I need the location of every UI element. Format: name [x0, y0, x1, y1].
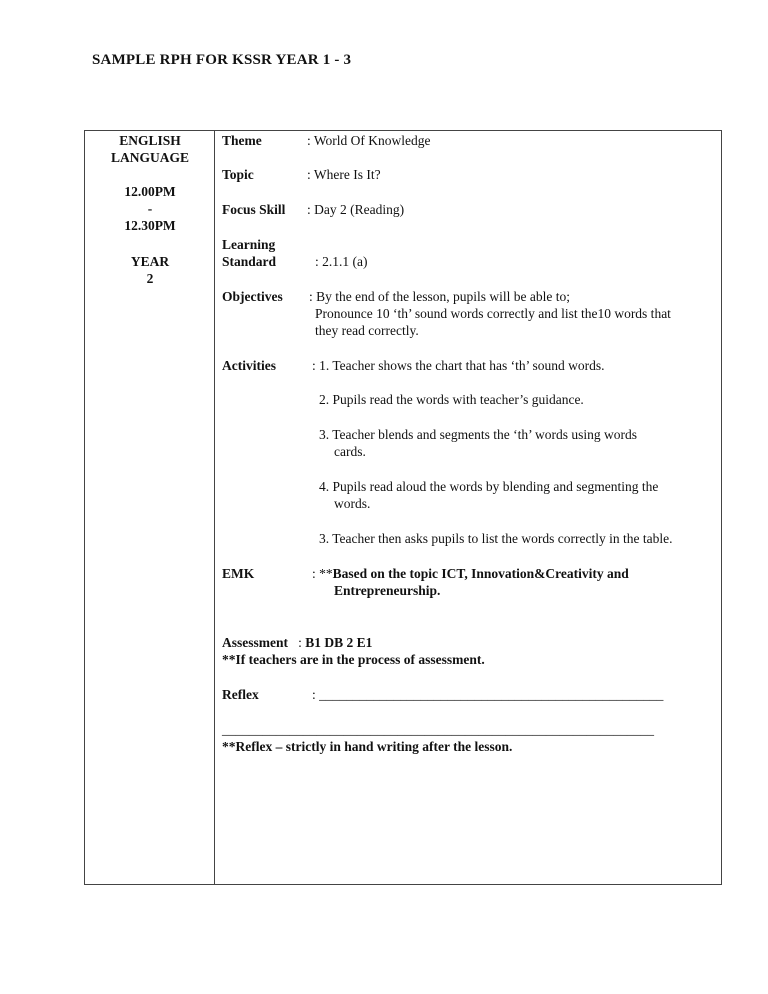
learning-standard-label-2: Standard	[222, 254, 277, 269]
topic-value: : Where Is It?	[307, 167, 381, 182]
activity-item-3: 3. Teacher blends and segments the ‘th’ words using words	[319, 427, 637, 442]
activity-item-5: 3. Teacher then asks pupils to list the words correctly in the table.	[319, 531, 673, 546]
year-value: 2	[146, 271, 154, 286]
reflex-note: **Reflex – strictly in hand writing after the lesson.	[222, 739, 513, 754]
topic-label: Topic	[222, 167, 254, 182]
emk-prefix: : **	[312, 566, 333, 581]
emk-value	[312, 565, 629, 582]
activity-item-4-cont: words.	[334, 496, 371, 511]
activity-item-2: 2. Pupils read the words with teacher’s guidance.	[319, 392, 584, 407]
activity-item-1: : 1. Teacher shows the chart that has ‘th’ sound words.	[312, 358, 605, 373]
lesson-plan-table	[84, 130, 722, 885]
year-label: YEAR	[130, 254, 170, 269]
subject-line-2: LANGUAGE	[110, 150, 189, 165]
activity-item-4: 4. Pupils read aloud the words by blending and segmenting the	[319, 479, 659, 494]
time-dash: -	[147, 201, 153, 216]
year-cell	[86, 253, 214, 287]
assessment-note: **If teachers are in the process of assessment.	[222, 652, 485, 667]
objectives-line-2: Pronounce 10 ‘th’ sound words correctly and list the10 words that	[315, 306, 671, 321]
assessment-colon: :	[298, 635, 302, 650]
activity-item-3-cont: cards.	[334, 444, 366, 459]
theme-value: : World Of Knowledge	[307, 133, 431, 148]
emk-line-2: Entrepreneurship.	[334, 583, 441, 598]
assessment-label: Assessment	[222, 635, 288, 650]
assessment-row	[222, 634, 372, 651]
emk-label: EMK	[222, 566, 255, 581]
objectives-line-3: they read correctly.	[315, 323, 419, 338]
learning-standard-label-1: Learning	[222, 237, 276, 252]
objectives-label: Objectives	[222, 289, 283, 304]
column-divider	[214, 130, 215, 885]
focus-skill-label: Focus Skill	[222, 202, 286, 217]
reflex-label: Reflex	[222, 687, 259, 702]
emk-line-1: Based on the topic ICT, Innovation&Creativity and	[332, 566, 629, 581]
reflex-line: : ___________________________________________________	[312, 687, 664, 702]
focus-skill-value: : Day 2 (Reading)	[307, 202, 405, 217]
time-start: 12.00PM	[124, 184, 176, 199]
reflex-line-2: ________________________________________________________________	[222, 722, 654, 737]
page-title: SAMPLE RPH FOR KSSR YEAR 1 - 3	[92, 52, 352, 68]
time-end: 12.30PM	[124, 218, 176, 233]
objectives-line-1: : By the end of the lesson, pupils will be able to;	[309, 289, 570, 304]
theme-label: Theme	[222, 133, 262, 148]
subject-line-1: ENGLISH	[119, 133, 181, 148]
time-cell	[86, 183, 214, 234]
subject-cell	[86, 132, 214, 166]
assessment-value: B1 DB 2 E1	[305, 635, 373, 650]
learning-standard-value: : 2.1.1 (a)	[315, 254, 368, 269]
activities-label: Activities	[222, 358, 276, 373]
